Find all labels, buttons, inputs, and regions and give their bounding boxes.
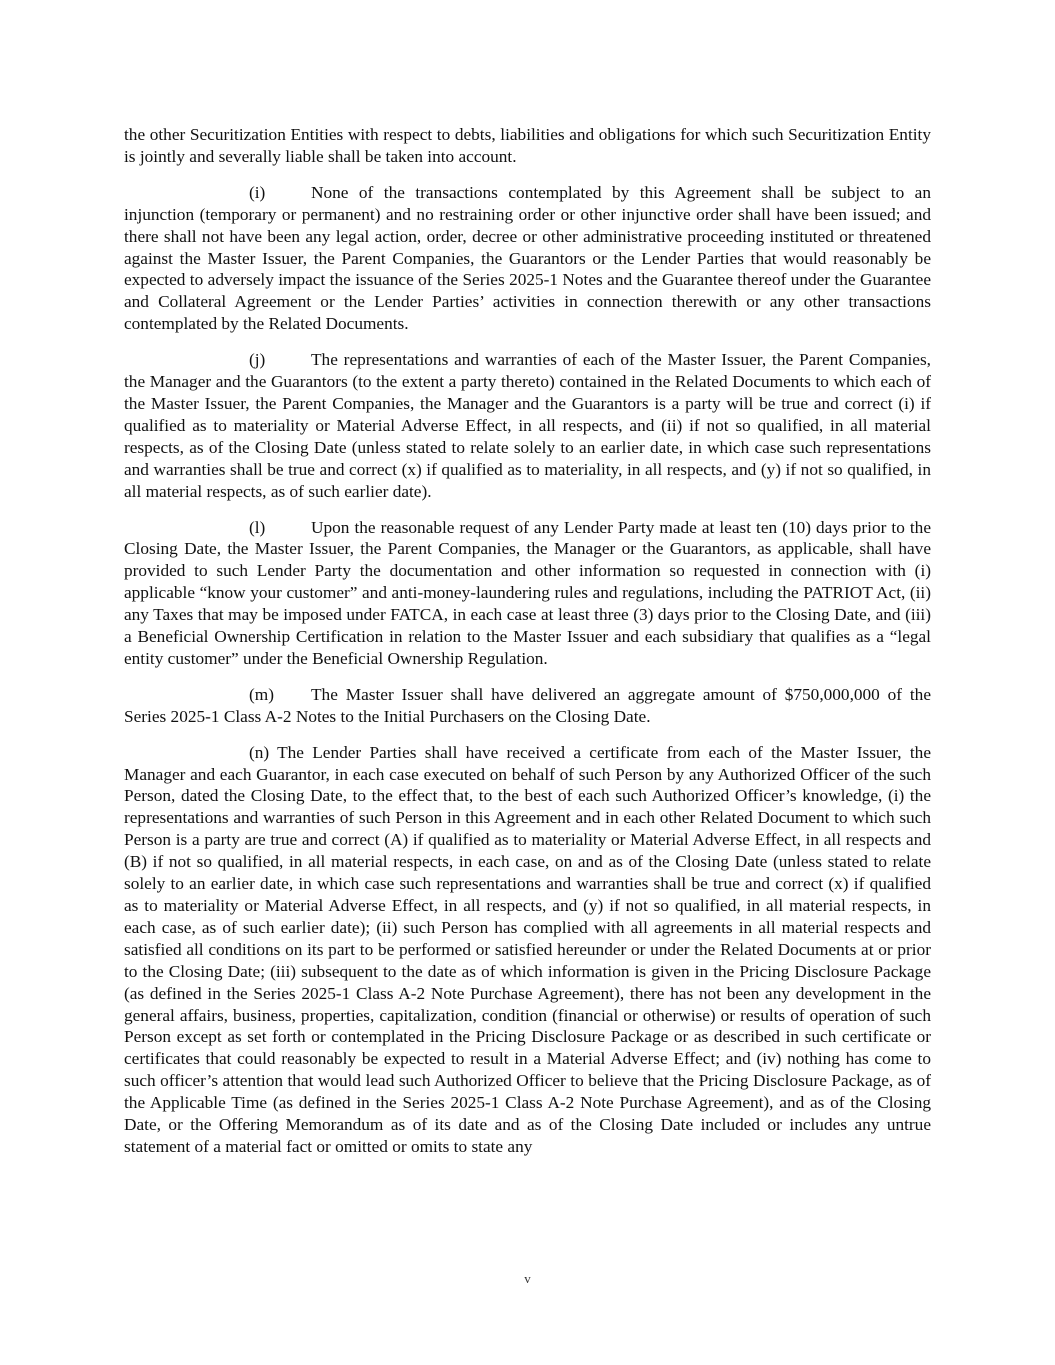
document-page — [124, 124, 931, 1172]
paragraph-l — [124, 517, 931, 670]
paragraph-i — [124, 182, 931, 335]
clause-text-m: The Master Issuer shall have delivered an aggregate amount of $750,000,000 of the Series 2025-1 Class A-2 Notes to the Initial Purchasers on the Closing Date. — [124, 684, 931, 726]
paragraph-j — [124, 349, 931, 502]
clause-label-j: (j) — [249, 350, 266, 370]
clause-label-l: (l) — [249, 517, 266, 537]
paragraph-n: (n) The Lender Parties shall have received a certificate from each of the Master Issuer, the Manager and each Guarantor, in each case executed on behalf of such Person by any Authorized Officer of the such Person, dated the Closing Date, to the effect that, to the best of each such Authorized Officer’s knowledge, (i) the representations and warranties of such Person in this Agreement and in each other Related Document to which such Person is a party are true and correct (A) if qualified as to materiality or Material Adverse Effect, in all respects and (B) if not so qualified, in all material respects, in each case, on and as of the Closing Date (unless stated to relate solely to an earlier date, in which case such representations and warranties shall be true and correct (x) if qualified as to materiality or Material Adverse Effect, in all respects, and (y) if not so qualified, in all material respects, in each case, as of such earlier date); (ii) such Person has complied with all agreements in all material respects and satisfied all conditions on its part to be performed or satisfied hereunder or under the Related Documents at or prior to the Closing Date; (iii) subsequent to the date as of which information is given in the Pricing Disclosure Package (as defined in the Series 2025-1 Class A-2 Note Purchase Agreement), there has not been any development in the general affairs, business, properties, capitalization, condition (financial or otherwise) or results of operation of such Person except as set forth or contemplated in the Pricing Disclosure Package or as described in such certificate or certificates that could reasonably be expected to result in a Material Adverse Effect; and (iv) nothing has come to such officer’s attention that would lead such Authorized Officer to believe that the Pricing Disclosure Package, as of the Applicable Time (as defined in the Series 2025-1 Class A-2 Note Purchase Agreement), and as of the Closing Date, or the Offering Memorandum as of its date and as of the Closing Date included or includes any untrue statement of a material fact or omitted or omits to state any — [124, 742, 931, 1156]
page-number: v — [524, 1271, 531, 1286]
clause-text-i: None of the transactions contemplated by this Agreement shall be subject to an injunction (temporary or permanent) and no restraining order or other injunctive order shall have been issued; and there shall not have been any legal action, order, decree or other administrative proceeding instituted or threatened against the Master Issuer, the Parent Companies, the Guarantors or the Lender Parties that would reasonably be expected to adversely impact the issuance of the Series 2025-1 Notes and the Guarantee thereof under the Guarantee and Collateral Agreement or the Lender Parties’ activities in connection therewith or any other transactions contemplated by the Related Documents. — [124, 182, 931, 334]
paragraph-m — [124, 684, 931, 728]
clause-label-m: (m) — [249, 684, 274, 704]
clause-text-j: The representations and warranties of each of the Master Issuer, the Parent Companies, the Manager and the Guarantors (to the extent a party thereto) contained in the Related Documents to which each of the Master Issuer, the Parent Companies, the Manager and the Guarantors is a party will be true and correct (i) if qualified as to materiality or Material Adverse Effect, in all respects, and (ii) if not so qualified, in all material respects, as of the Closing Date (unless stated to relate solely to an earlier date, in which case such representations and warranties shall be true and correct (x) if qualified as to materiality, in all respects, and (y) if not so qualified, in all material respects, as of such earlier date). — [124, 350, 931, 501]
clause-label-i: (i) — [249, 182, 266, 202]
paragraph-continuation: the other Securitization Entities with respect to debts, liabilities and obligations for which such Securitization Entity is jointly and severally liable shall be taken into account. — [124, 125, 931, 166]
clause-text-l: Upon the reasonable request of any Lender Party made at least ten (10) days prior to the Closing Date, the Master Issuer, the Parent Companies, the Manager or the Guarantors, as applicable, shall have provided to such Lender Party the documentation and other information so requested in connection with (i) applicable “know your customer” and anti-money-laundering rules and regulations, including the PATRIOT Act, (ii) any Taxes that may be imposed under FATCA, in each case at least three (3) days prior to the Closing Date, and (iii) a Beneficial Ownership Certification in relation to the Master Issuer and each subsidiary that qualifies as a “legal entity customer” under the Beneficial Ownership Regulation. — [124, 517, 931, 668]
